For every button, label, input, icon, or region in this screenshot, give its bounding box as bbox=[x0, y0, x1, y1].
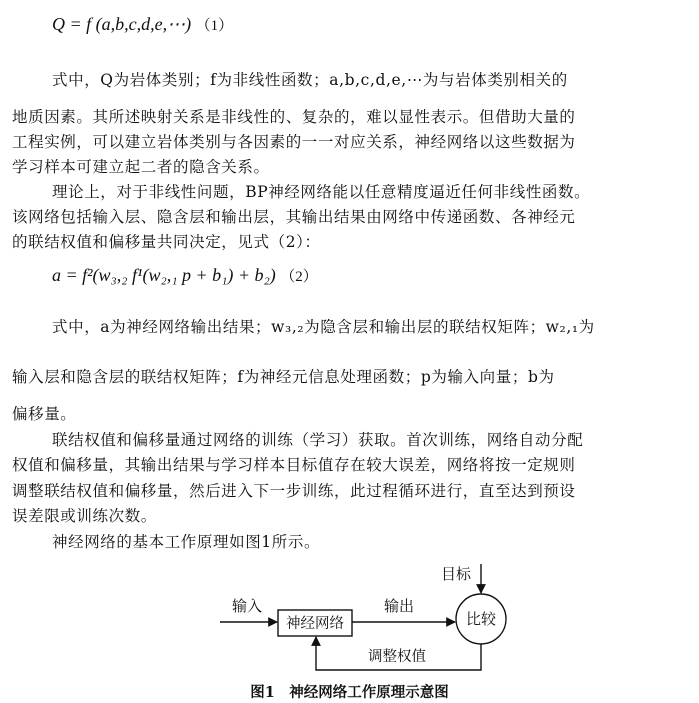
para4-line-4: 误差限或训练次数。 bbox=[12, 507, 157, 525]
diagram-box-label: 神经网络 bbox=[286, 616, 344, 632]
diagram-target-label: 目标 bbox=[441, 565, 472, 583]
para2-line-1: 理论上，对于非线性问题，BP神经网络能以任意精度逼近任何非线性函数。 bbox=[52, 183, 591, 201]
equation-2-formula: a = f²(w₃,₂ f¹(w₂,₁ p + b₁) + b₂) bbox=[52, 265, 276, 285]
diagram-adjust-label: 调整权值 bbox=[368, 649, 426, 665]
para1-line-1: 式中，Q为岩体类别；f为非线性函数；a,b,c,d,e,⋯为与岩体类别相关的 bbox=[52, 71, 568, 89]
para3-line-1: 式中，a为神经网络输出结果；w₃,₂为隐含层和输出层的联结权矩阵；w₂,₁为 bbox=[52, 318, 595, 336]
diagram-output-label: 输出 bbox=[384, 597, 415, 615]
para3-line-2: 输入层和隐含层的联结权矩阵；f为神经元信息处理函数；p为输入向量；b为 bbox=[12, 368, 555, 386]
para1-line-4: 学习样本可建立起二者的隐含关系。 bbox=[12, 158, 270, 176]
diagram-compare-label: 比较 bbox=[465, 610, 497, 628]
figure-caption: 图1 神经网络工作原理示意图 bbox=[250, 684, 449, 701]
para2-line-2: 该网络包括输入层、隐含层和输出层，其输出结果由网络中传递函数、各神经元 bbox=[12, 208, 576, 226]
para2-line-3: 的联结权值和偏移量共同决定，见式（2）： bbox=[12, 233, 321, 251]
para4-line-2: 权值和偏移量，其输出结果与学习样本目标值存在较大误差，网络将按一定规则 bbox=[12, 456, 576, 474]
para1-line-2: 地质因素。其所述映射关系是非线性的、复杂的，难以显性表示。但借助大量的 bbox=[12, 108, 576, 126]
diagram-input-label: 输入 bbox=[232, 597, 263, 615]
para3-line-3: 偏移量。 bbox=[12, 405, 77, 423]
equation-1-number: （1） bbox=[195, 18, 234, 34]
para4-line-3: 调整联结权值和偏移量，然后进入下一步训练，此过程循环进行，直至达到预设 bbox=[12, 482, 576, 500]
para5-line: 神经网络的基本工作原理如图1所示。 bbox=[52, 533, 321, 551]
para1-line-3: 工程实例，可以建立岩体类别与各因素的一一对应关系，神经网络以这些数据为 bbox=[12, 133, 576, 151]
para4-line-1: 联结权值和偏移量通过网络的训练（学习）获取。首次训练，网络自动分配 bbox=[52, 431, 584, 449]
equation-2-number: （2） bbox=[280, 269, 318, 285]
equation-1-formula: Q = f (a,b,c,d,e,⋯) bbox=[52, 14, 192, 34]
